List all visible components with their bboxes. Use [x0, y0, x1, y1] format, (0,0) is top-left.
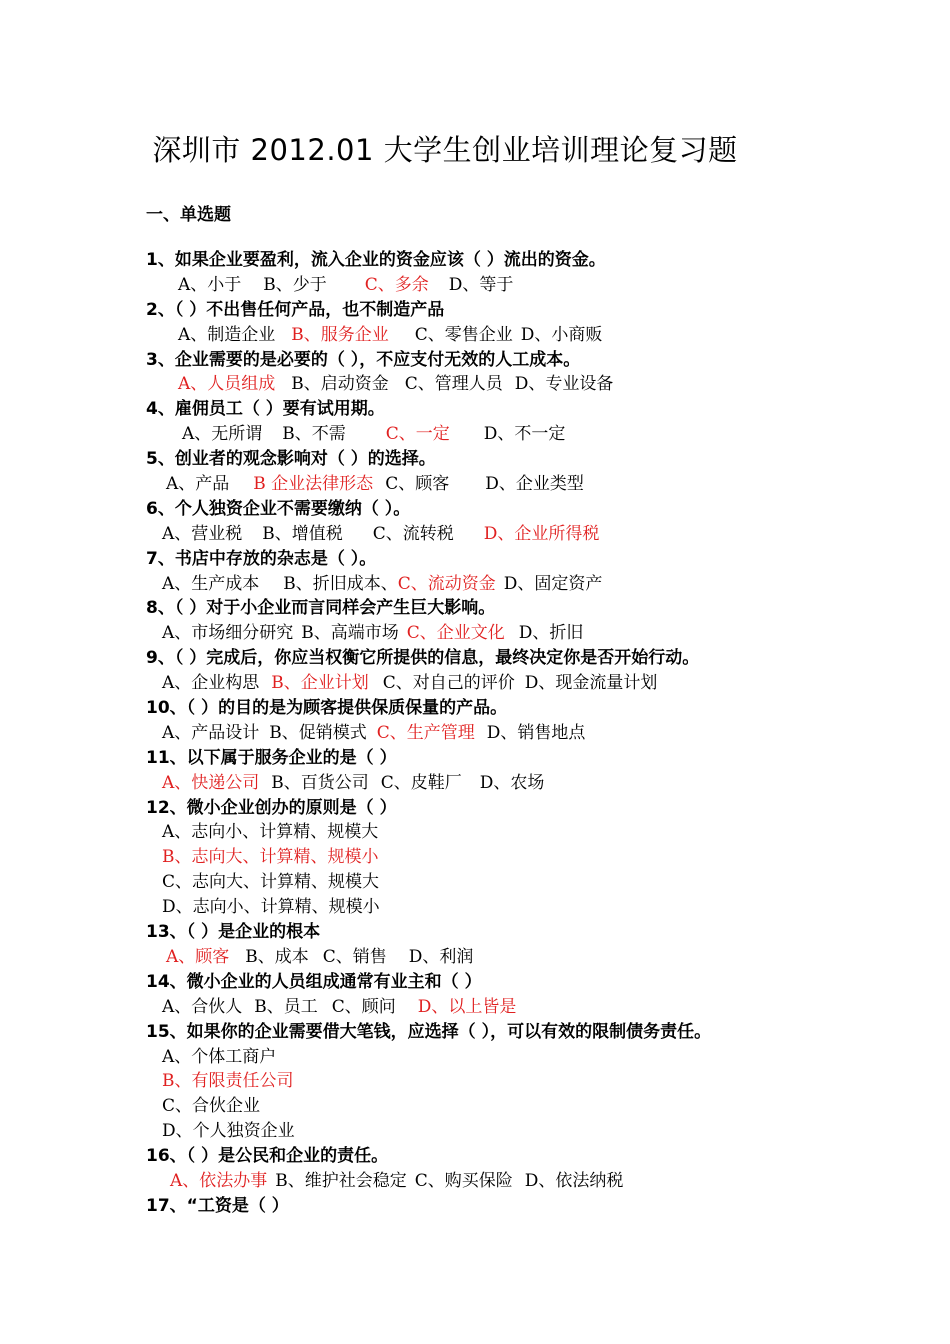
answer-option: B、志向大、计算精、规模小 [162, 847, 379, 868]
question-text: 5、创业者的观念影响对（ ）的选择。 [146, 449, 436, 470]
options-row [146, 995, 926, 1020]
option: D、不一定 [483, 424, 566, 445]
option: B、增值税 [262, 523, 343, 544]
answer-option: C、一定 [385, 424, 450, 445]
answer-option: B、企业计划 [271, 673, 369, 694]
option: C、对自己的评价 [382, 673, 515, 694]
options-row [146, 771, 926, 796]
options-row [146, 721, 926, 746]
question-text: 11、以下属于服务企业的是（ ） [146, 747, 397, 768]
option: B、维护社会稳定 [275, 1170, 407, 1191]
question-text: 15、如果你的企业需要借大笔钱，应选择（ ），可以有效的限制债务责任。 [146, 1021, 712, 1042]
question-text: 14、微小企业的人员组成通常有业主和（ ） [146, 971, 482, 992]
option: A、生产成本 [162, 573, 260, 594]
answer-option: B 企业法律形态 [253, 474, 374, 495]
option: C、顾问 [331, 996, 396, 1017]
option: A、志向小、计算精、规模大 [162, 822, 379, 843]
option: D、现金流量计划 [524, 673, 658, 694]
option: A、合伙人 [162, 996, 243, 1017]
answer-option: B、有限责任公司 [162, 1071, 294, 1092]
options-row [146, 472, 926, 497]
question-text: 3、企业需要的是必要的（ ），不应支付无效的人工成本。 [146, 349, 581, 370]
options-row [146, 1069, 926, 1094]
option: C、合伙企业 [162, 1096, 261, 1117]
question-list [146, 248, 926, 1219]
answer-option: A、快递公司 [162, 772, 260, 793]
option: D、小商贩 [520, 324, 603, 345]
option: B、启动资金 [291, 374, 389, 395]
answer-option: D、以上皆是 [417, 996, 517, 1017]
question-text: 17、“工资是（ ） [146, 1195, 289, 1216]
options-row [146, 820, 926, 845]
option: B、成本 [245, 946, 309, 967]
option: C、志向大、计算精、规模大 [162, 872, 380, 893]
option: A、制造企业 [178, 324, 276, 345]
options-row [146, 422, 926, 447]
option: D、利润 [408, 946, 474, 967]
option: D、折旧 [518, 623, 584, 644]
question-text: 4、雇佣员工（ ）要有试用期。 [146, 399, 385, 420]
options-row [146, 372, 926, 397]
question-text: 13、（ ）是企业的根本 [146, 922, 321, 943]
options-row [146, 1045, 926, 1070]
options-row [146, 945, 926, 970]
answer-option: B、服务企业 [291, 324, 389, 345]
answer-option: C、多余 [364, 274, 429, 295]
options-row [146, 621, 926, 646]
document-title: 深圳市 2012.01 大学生创业培训理论复习题 [152, 133, 738, 167]
question-text: 1、如果企业要盈利，流入企业的资金应该（ ）流出的资金。 [146, 250, 606, 270]
option: D、销售地点 [486, 722, 586, 743]
option: D、个人独资企业 [162, 1121, 295, 1142]
question-text: 10、（ ）的目的是为顾客提供保质保量的产品。 [146, 698, 508, 719]
option: A、无所谓 [182, 424, 263, 445]
answer-option: A、顾客 [166, 946, 230, 967]
options-row [146, 522, 926, 547]
option: A、企业构思 [162, 673, 260, 694]
option: C、购买保险 [414, 1170, 513, 1191]
answer-option: A、依法办事 [170, 1170, 268, 1191]
option: C、管理人员 [404, 374, 503, 395]
options-row [146, 671, 926, 696]
answer-option: A、人员组成 [178, 374, 276, 395]
answer-option: C、流动资金 [397, 573, 496, 594]
option: B、不需 [282, 424, 346, 445]
question-text: 12、微小企业创办的原则是（ ） [146, 797, 397, 818]
question-text: 9、（ ）完成后，你应当权衡它所提供的信息，最终决定你是否开始行动。 [146, 648, 700, 669]
option: A、产品设计 [162, 722, 260, 743]
options-row [146, 323, 926, 348]
question-text: 8、（ ）对于小企业而言同样会产生巨大影响。 [146, 598, 496, 619]
option: B、员工 [254, 996, 318, 1017]
option: A、个体工商户 [162, 1046, 277, 1067]
option: D、固定资产 [503, 573, 603, 594]
option: A、小于 [178, 274, 242, 295]
option: B、折旧成本、 [283, 573, 398, 594]
option: C、顾客 [385, 474, 450, 495]
option: B、高端市场 [301, 623, 399, 644]
option: D、等于 [448, 274, 514, 295]
options-row [146, 845, 926, 870]
options-row [146, 1094, 926, 1119]
answer-option: D、企业所得税 [483, 523, 600, 544]
answer-option: C、生产管理 [376, 722, 475, 743]
options-row [146, 273, 926, 298]
option: D、企业类型 [485, 474, 584, 495]
option: D、农场 [479, 772, 545, 793]
option: B、促销模式 [269, 722, 367, 743]
question-text: 7、书店中存放的杂志是（ ）。 [146, 548, 377, 569]
option: D、志向小、计算精、规模小 [162, 897, 380, 918]
option: B、少于 [263, 274, 327, 295]
question-text: 16、（ ）是公民和企业的责任。 [146, 1146, 389, 1167]
option: C、皮鞋厂 [380, 772, 462, 793]
options-row [146, 572, 926, 597]
options-row [146, 895, 926, 920]
option: B、百货公司 [271, 772, 369, 793]
question-text: 2、（ ）不出售任何产品，也不制造产品 [146, 299, 445, 320]
answer-option: C、企业文化 [406, 623, 505, 644]
question-text: 6、个人独资企业不需要缴纳（ ）。 [146, 498, 411, 519]
option: C、流转税 [372, 523, 454, 544]
option: C、销售 [322, 946, 387, 967]
options-row [146, 870, 926, 895]
option: A、产品 [166, 474, 230, 495]
option: C、零售企业 [414, 324, 513, 345]
option: A、市场细分研究 [162, 623, 294, 644]
option: D、专业设备 [514, 374, 614, 395]
option: D、依法纳税 [524, 1170, 624, 1191]
options-row [146, 1169, 926, 1194]
options-row [146, 1119, 926, 1144]
option: A、营业税 [162, 523, 243, 544]
section-heading: 一、单选题 [146, 205, 231, 225]
